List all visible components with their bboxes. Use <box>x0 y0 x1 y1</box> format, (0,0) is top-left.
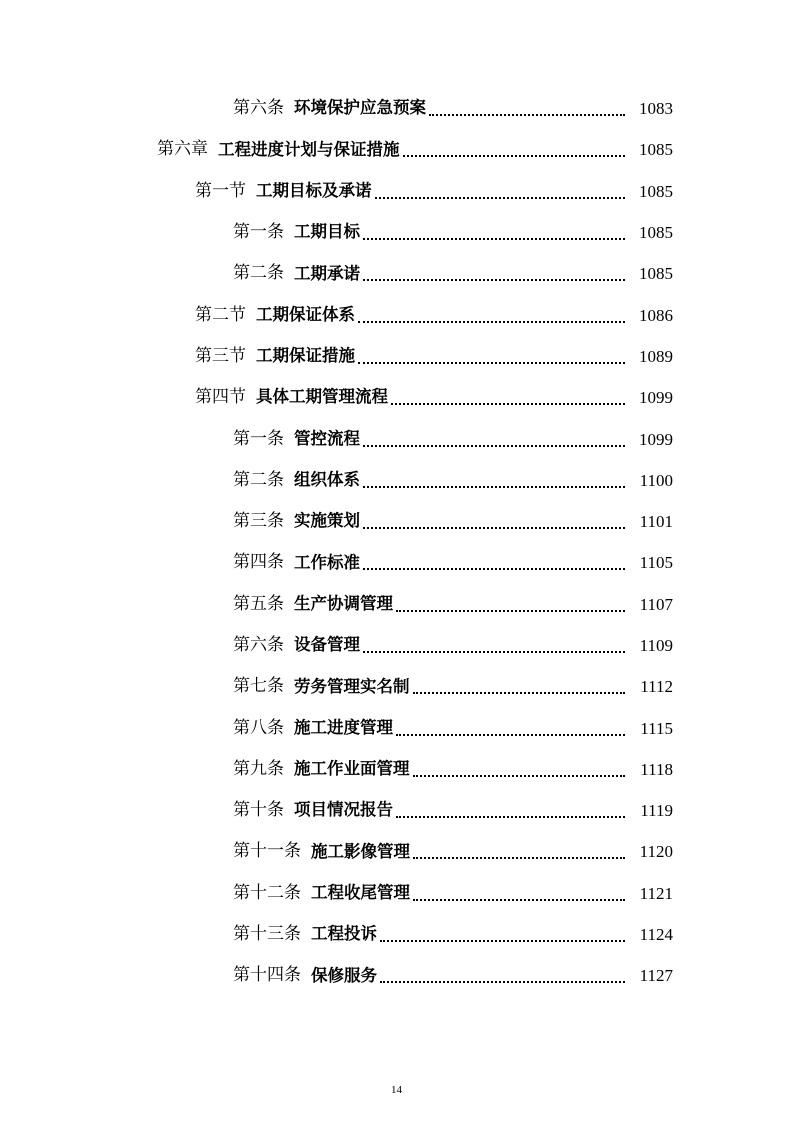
toc-entry[interactable] <box>0 955 793 996</box>
toc-entry[interactable] <box>0 460 793 501</box>
toc-entry-page: 1120 <box>639 842 673 862</box>
toc-entry-title: 生产协调管理 <box>294 593 393 613</box>
toc-entry-number: 第五条 <box>233 593 284 614</box>
toc-dot-leader <box>429 113 625 116</box>
toc-entry-title: 项目情况报告 <box>294 800 393 820</box>
toc-entry-title: 工程进度计划与保证措施 <box>218 139 400 159</box>
toc-entry-title: 实施策划 <box>294 511 360 531</box>
toc-entry[interactable] <box>0 790 793 831</box>
toc-entry-title: 工期保证体系 <box>256 304 355 324</box>
toc-dot-leader <box>358 320 625 323</box>
toc-entry-page: 1085 <box>639 181 673 201</box>
toc-entry-number: 第三条 <box>233 511 284 532</box>
toc-entry-page: 1115 <box>640 718 673 738</box>
toc-entry-title: 施工作业面管理 <box>294 759 410 779</box>
toc-entry-number: 第六章 <box>157 139 208 160</box>
toc-dot-leader <box>363 650 625 653</box>
toc-entry-page: 1118 <box>640 759 673 779</box>
toc-entry-page: 1099 <box>639 388 673 408</box>
toc-dot-leader <box>396 733 625 736</box>
toc-dot-leader <box>363 526 625 529</box>
toc-dot-leader <box>358 361 625 364</box>
toc-entry[interactable] <box>0 707 793 748</box>
toc-entry[interactable] <box>0 542 793 583</box>
toc-entry-page: 1085 <box>639 223 673 243</box>
toc-entry-number: 第八条 <box>233 717 284 738</box>
toc-entry-number: 第六条 <box>233 635 284 655</box>
toc-entry-page: 1086 <box>639 305 673 325</box>
toc-entry-number: 第十一条 <box>233 841 301 862</box>
toc-dot-leader <box>363 278 625 281</box>
toc-entry[interactable] <box>0 831 793 872</box>
toc-entry-page: 1101 <box>639 512 673 532</box>
toc-dot-leader <box>403 154 626 157</box>
toc-entry-title: 劳务管理实名制 <box>294 676 410 696</box>
toc-entry-number: 第一条 <box>233 222 284 243</box>
toc-entry[interactable] <box>0 418 793 459</box>
toc-dot-leader <box>396 815 625 818</box>
toc-entry[interactable] <box>0 171 793 212</box>
toc-entry[interactable] <box>0 294 793 335</box>
page-number: 14 <box>391 1084 402 1096</box>
toc-dot-leader <box>375 196 626 199</box>
toc-entry-title: 组织体系 <box>294 470 360 490</box>
toc-entry-page: 1085 <box>639 264 673 284</box>
toc-entry-title: 工期目标及承诺 <box>256 180 372 200</box>
toc-dot-leader <box>380 980 625 983</box>
toc-dot-leader <box>363 237 625 240</box>
toc-entry-page: 1089 <box>639 346 673 366</box>
page-footer <box>0 1084 793 1096</box>
toc-entry-number: 第二条 <box>233 469 284 490</box>
toc-entry[interactable] <box>0 88 793 129</box>
toc-entry-page: 1085 <box>639 140 673 160</box>
toc-dot-leader <box>413 774 626 777</box>
toc-entry-page: 1127 <box>639 966 673 986</box>
toc-entry-number: 第十四条 <box>233 965 301 986</box>
toc-entry-number: 第三节 <box>195 345 246 366</box>
toc-entry-title: 工期承诺 <box>294 263 360 283</box>
toc-entry-page: 1109 <box>639 636 673 655</box>
toc-entry[interactable] <box>0 336 793 377</box>
toc-entry-page: 1119 <box>640 801 673 821</box>
toc-dot-leader <box>363 567 625 570</box>
toc-entry-number: 第一节 <box>195 180 246 201</box>
toc-dot-leader <box>363 444 625 447</box>
toc-entry-title: 设备管理 <box>294 635 360 655</box>
toc-dot-leader <box>413 691 626 694</box>
toc-entry[interactable] <box>0 914 793 955</box>
toc-entry[interactable] <box>0 584 793 625</box>
toc-entry-number: 第二条 <box>233 263 284 284</box>
toc-entry-number: 第十三条 <box>233 924 301 945</box>
toc-entry-page: 1121 <box>639 883 673 903</box>
toc-entry[interactable] <box>0 253 793 294</box>
toc-dot-leader <box>413 856 625 859</box>
toc-entry[interactable] <box>0 129 793 170</box>
toc-entry-page: 1107 <box>639 594 673 614</box>
toc-entry-title: 工程收尾管理 <box>311 883 410 903</box>
toc-entry[interactable] <box>0 501 793 542</box>
toc-entry-number: 第九条 <box>233 758 284 779</box>
toc-entry-page: 1099 <box>639 429 673 449</box>
toc-entry-number: 第二节 <box>195 304 246 325</box>
toc-entry-title: 环境保护应急预案 <box>294 98 426 118</box>
toc-entry-title: 施工影像管理 <box>311 841 410 861</box>
toc-entry-title: 具体工期管理流程 <box>256 387 388 407</box>
toc-entry-page: 1105 <box>639 553 673 573</box>
toc-dot-leader <box>413 898 625 901</box>
toc-entry-title: 工期目标 <box>294 222 360 242</box>
toc-entry[interactable] <box>0 873 793 914</box>
toc-entry-title: 工程投诉 <box>311 924 377 944</box>
toc-dot-leader <box>396 609 625 612</box>
toc-dot-leader <box>391 402 625 405</box>
toc-entry-page: 1083 <box>639 99 673 119</box>
toc-entry[interactable] <box>0 377 793 418</box>
toc-entry-number: 第十二条 <box>233 882 301 903</box>
toc-entry[interactable] <box>0 625 793 666</box>
toc-dot-leader <box>363 485 625 488</box>
toc-entry[interactable] <box>0 212 793 253</box>
toc-entry-number: 第一条 <box>233 428 284 449</box>
toc-entry-title: 施工进度管理 <box>294 717 393 737</box>
toc-entry-title: 工作标准 <box>294 552 360 572</box>
table-of-contents <box>0 88 793 997</box>
toc-entry-page: 1124 <box>639 925 673 945</box>
toc-entry-number: 第四条 <box>233 552 284 573</box>
toc-entry-title: 管控流程 <box>294 428 360 448</box>
toc-entry-number: 第十条 <box>233 800 284 821</box>
toc-dot-leader <box>380 939 625 942</box>
toc-entry-number: 第四节 <box>195 387 246 408</box>
toc-entry-page: 1100 <box>639 470 673 490</box>
toc-entry-page: 1112 <box>640 677 673 697</box>
toc-entry-title: 工期保证措施 <box>256 346 355 366</box>
toc-entry[interactable] <box>0 749 793 790</box>
toc-entry[interactable] <box>0 666 793 707</box>
toc-entry-title: 保修服务 <box>311 965 377 985</box>
toc-entry-number: 第六条 <box>233 98 284 119</box>
toc-entry-number: 第七条 <box>233 676 284 697</box>
